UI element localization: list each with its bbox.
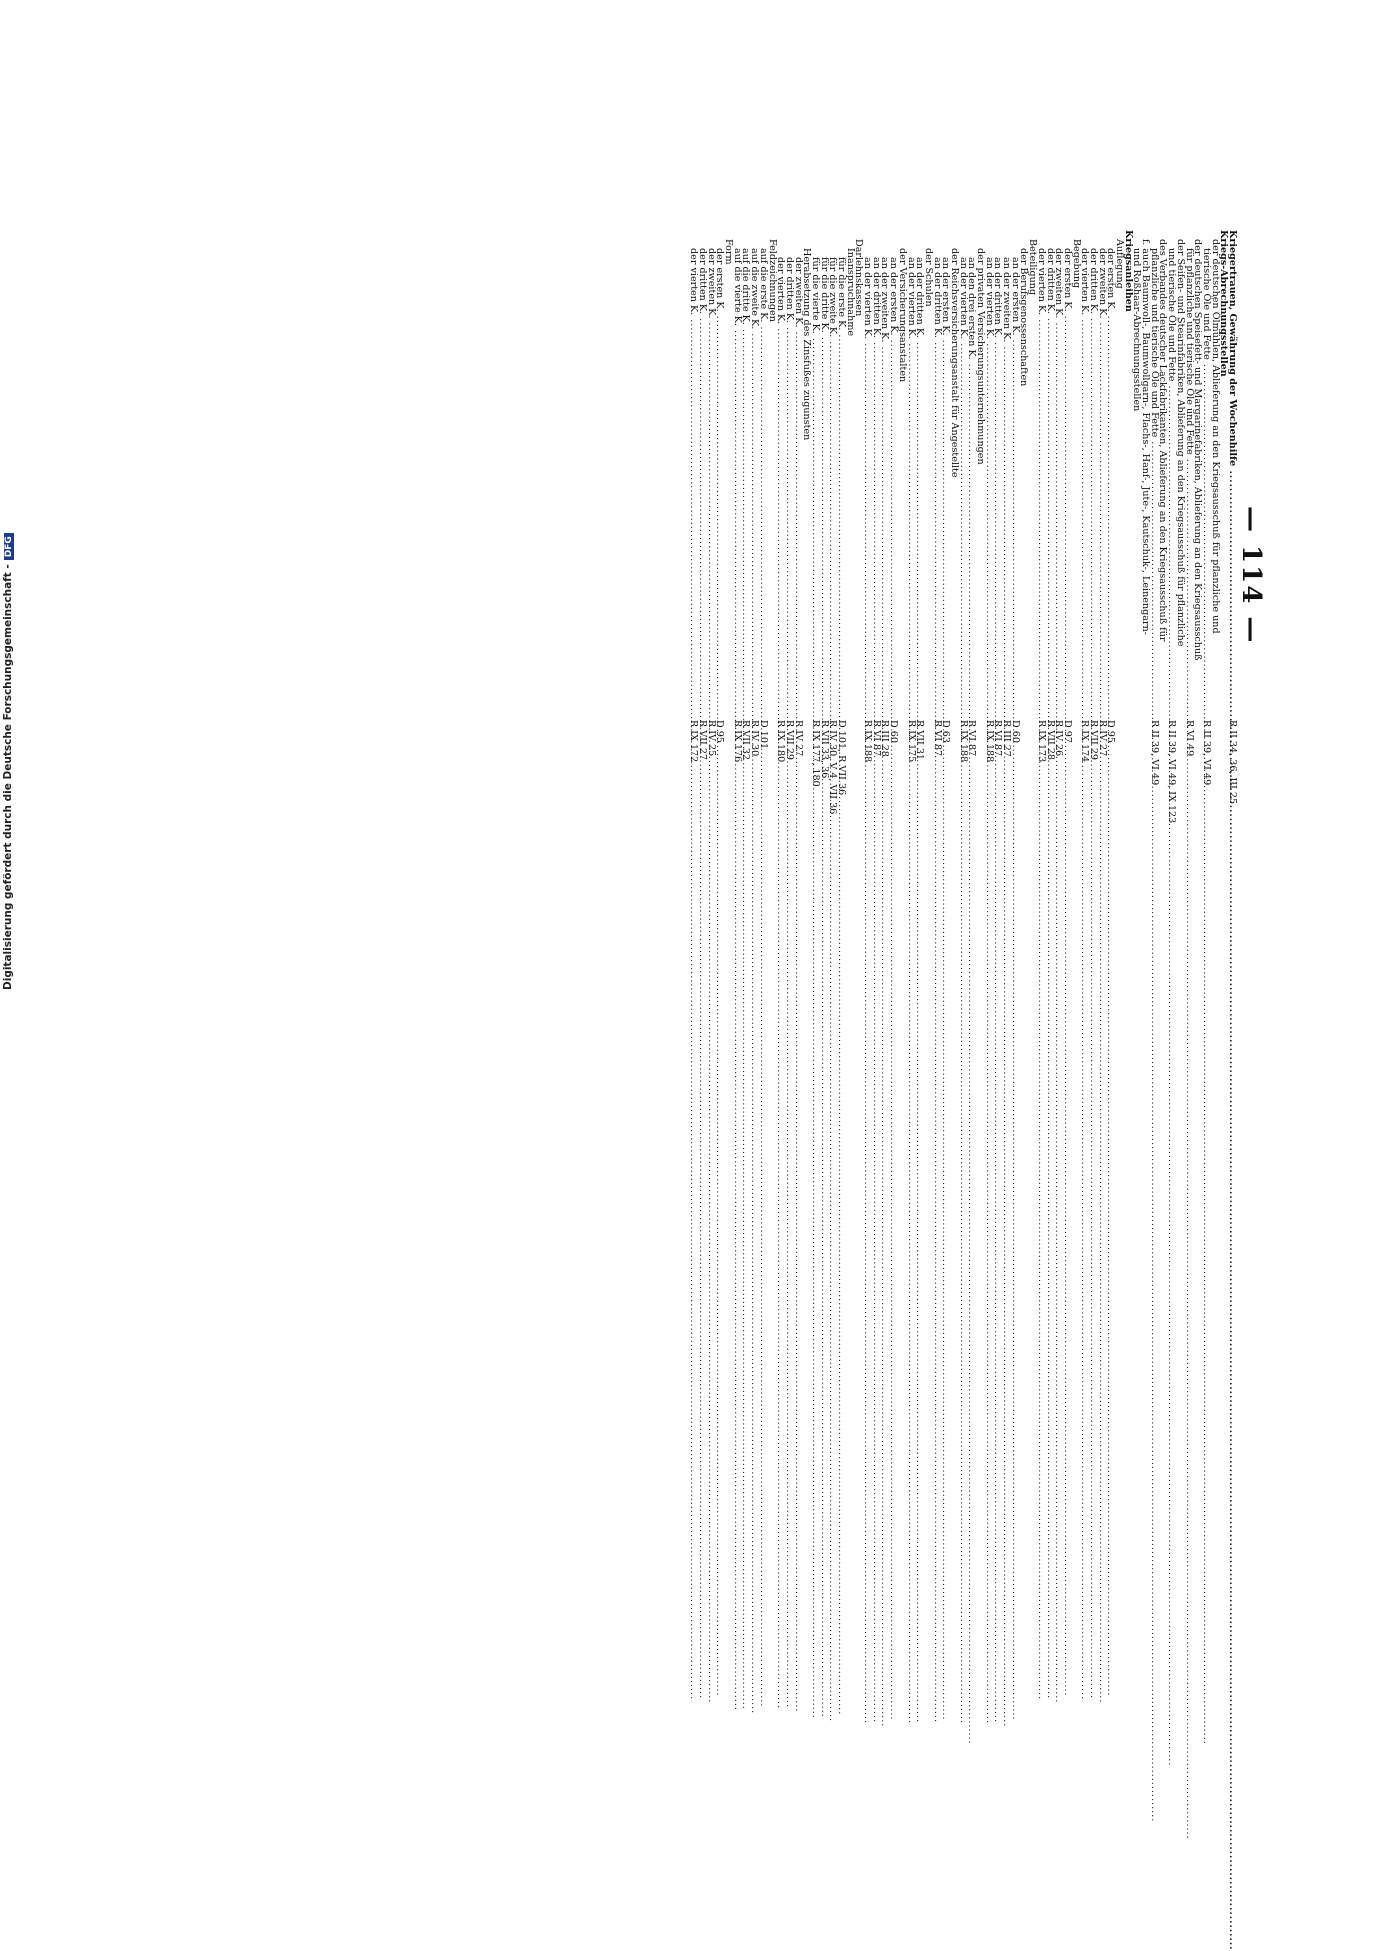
entry-label: auf die vierte K. ..... — [732, 230, 741, 716]
entry-reference: R IX 188 — [862, 720, 874, 763]
entry-reference: R VI 87 — [992, 720, 1004, 757]
entry-reference: R VII 32 — [740, 720, 752, 761]
entry-label: der ersten K. ..... — [1106, 230, 1115, 716]
entry-label: der Reichsversicherungsanstalt für Angestellte — [949, 248, 960, 478]
entry-label: der vierten K. ..... — [1036, 230, 1045, 716]
entry-label: Herabsetzung des Zinsfußes zugunsten — [801, 248, 813, 441]
entry-label: an der vierten K. ..... — [862, 230, 871, 716]
entry-label: f. auch Baumwoll-, Baumwollgarn-, Flachs-, Hanf-, Jute-, Kautschuk-, Leinengarn- — [1140, 239, 1152, 636]
entry-label: an der dritten K. ..... — [993, 230, 1002, 716]
entry-label: der vierten K. ..... — [689, 230, 698, 716]
index-entry — [732, 230, 741, 930]
entry-label: und Roßhaar-Abrechnungsstellen — [1131, 248, 1143, 412]
entry-label: der zweiten K. ..... — [1054, 230, 1063, 716]
entry-label: an der ersten K. ..... — [888, 230, 897, 716]
entry-reference: R VI 87 — [931, 720, 943, 757]
entry-label: der Schulen — [922, 248, 934, 307]
dfg-logo: DFG — [4, 533, 14, 560]
entry-label: der zweiten K. ..... — [793, 230, 802, 716]
entry-label: an der vierten K. ..... — [958, 230, 967, 716]
entry-label: der Versicherungsanstalten — [896, 248, 908, 383]
entry-reference: R VII 29 — [1088, 720, 1099, 761]
footer — [2, 10, 14, 990]
entry-reference: R IX 175 — [905, 720, 917, 763]
entry-reference: R II 39, VI 49, IX 123 — [1166, 720, 1178, 824]
entry-reference: R IX 188 — [957, 720, 969, 763]
entry-reference: R III 27 — [1001, 720, 1013, 757]
entry-label: der dritten K. ..... — [697, 230, 706, 716]
entry-label: der privaten Versicherungsunternehmungen — [975, 248, 987, 465]
entry-label: auf die zweite K. ..... — [749, 230, 758, 716]
entry-label: Kriegsanleihen — [1122, 230, 1134, 312]
entry-reference: D 101, R VII 36 — [836, 720, 848, 796]
entry-label: der zweiten K. ..... — [706, 230, 715, 716]
entry-reference: R IX 188 — [983, 720, 995, 763]
entry-label: der deutschen Speisefett- und Margarinefabriken, Ablieferung an den Kriegsausschuß — [1192, 239, 1204, 661]
entry-label: der dritten K. ..... — [784, 230, 793, 716]
entry-reference: R VII 28 — [1044, 720, 1056, 761]
entry-label: an der zweiten K. ..... — [880, 230, 889, 716]
entry-reference: R VI 87 — [966, 720, 978, 757]
entry-reference: R IV 25 — [705, 720, 717, 757]
entry-reference: R IV 26 — [1053, 720, 1065, 757]
entry-label: der ersten K. ..... — [715, 230, 724, 716]
entry-label: an der zweiten K. ..... — [1001, 230, 1010, 716]
entry-label: Auflegung — [1114, 239, 1126, 289]
entry-label: auf die dritte K. ..... — [741, 230, 750, 716]
page-number: — 114 — — [1236, 506, 1266, 645]
entry-label: des Verbandes deutscher Lackfabrikanten, Ablieferung an den Kriegsausschuß für — [1157, 239, 1169, 642]
index-entry — [689, 230, 698, 930]
entry-label: Beteiligung — [1027, 239, 1039, 296]
entry-label: der vierten K. ..... — [776, 230, 785, 716]
entry-label: Inanspruchnahme — [844, 248, 856, 337]
entry-reference: D 97 — [1061, 720, 1073, 743]
entry-label: für pflanzliche und tierische Öle und Fette ..... — [1184, 230, 1193, 716]
entry-label: der Seifen- und Stearinfabriken, Ablieferung an den Kriegsausschuß für pflanzliche — [1174, 239, 1186, 647]
entry-reference: D 63 — [940, 720, 952, 743]
entry-label: für die dritte K. ..... — [819, 230, 828, 716]
index-entry — [776, 230, 785, 930]
index-entry — [1132, 230, 1141, 930]
entry-reference: R IV 30, V 4, VII 36 — [827, 720, 839, 815]
entry-label: an den drei ersten K. ..... — [967, 230, 976, 716]
entry-label: auf die erste K. ..... — [758, 230, 767, 716]
entry-reference: R IV 27 — [792, 720, 804, 757]
entry-label: der dritten K. ..... — [1088, 230, 1097, 716]
entry-reference: R VII 33, 36 — [818, 720, 830, 779]
entry-label: an der dritten K. ..... — [871, 230, 880, 716]
entry-reference: R VI 87 — [870, 720, 882, 757]
entry-label: für die erste K. ..... — [836, 230, 845, 716]
entry-reference: R IX 176 — [731, 720, 743, 763]
entry-label: Kriegertrauen, Gewährung der Wochenhilfe ..... — [1227, 230, 1236, 716]
entry-label: der deutschen Ölmühlen, Ablieferung an den Kriegsausschuß für pflanzliche und — [1209, 239, 1221, 634]
entry-reference: D 60 — [888, 720, 900, 743]
entry-label: Kriegs-Abrechnungsstellen — [1218, 230, 1230, 377]
entry-label: der Berufsgenossenschaften — [1018, 248, 1030, 387]
entry-reference: R IX 180 — [775, 720, 787, 763]
entry-label: der vierten K. ..... — [1080, 230, 1089, 716]
entry-reference: D 101 — [757, 720, 769, 750]
index-entries — [689, 230, 1236, 930]
entry-label: an der vierten K. ..... — [906, 230, 915, 716]
entry-label: an der dritten K. ..... — [932, 230, 941, 716]
entry-reference: R IX 177, 180 — [810, 720, 821, 787]
entry-label: der ersten K. ..... — [1062, 230, 1071, 716]
entry-label: und tierische Öle und Fette ..... — [1166, 230, 1175, 716]
entry-reference: R IX 174 — [1079, 720, 1091, 763]
entry-label: an der dritten K. ..... — [915, 230, 924, 716]
entry-label: tierische Öle und Fette ..... — [1201, 230, 1210, 716]
rotated-document — [136, 230, 1266, 930]
entry-reference: R VII 31 — [914, 720, 926, 761]
entry-reference: D 95 — [714, 720, 726, 743]
index-entry — [1123, 230, 1132, 930]
entry-reference: R IV 30 — [749, 720, 761, 757]
entry-label: an der vierten K. ..... — [984, 230, 993, 716]
entry-label: an der ersten K. ..... — [941, 230, 950, 716]
entry-reference: D 60 — [1009, 720, 1021, 743]
entry-reference: R II 39, VI 49 — [1148, 720, 1160, 786]
index-entry — [1080, 230, 1089, 930]
entry-reference: R VII 27 — [697, 720, 709, 761]
footer-text: Digitalisierung gefördert durch die Deutsche Forschungsgemeinschaft - — [2, 564, 14, 990]
entry-label: Feldzeichnungen — [766, 239, 778, 322]
entry-reference: R II 39, VI 49 — [1200, 720, 1212, 786]
index-entry — [862, 230, 874, 930]
entry-label: der dritten K. ..... — [1045, 230, 1054, 716]
entry-label: an der ersten K. ..... — [1010, 230, 1019, 716]
entry-reference: R IX 172 — [688, 720, 700, 763]
entry-reference: R VII 29 — [783, 720, 795, 761]
entry-label: der zweiten K. ..... — [1097, 230, 1106, 716]
entry-label: für die vierte K. ..... — [810, 230, 819, 716]
entry-reference: D 95 — [1105, 720, 1117, 743]
entry-label: für die zweite K. ..... — [828, 230, 837, 716]
entry-label: pflanzliche und tierische Öle und Fette ..... — [1149, 230, 1158, 716]
entry-reference: R IX 173 — [1035, 720, 1047, 763]
entry-label: Darlehnskassen — [853, 239, 865, 317]
entry-label: Form — [723, 239, 735, 265]
entry-reference: R VI 49 — [1183, 720, 1195, 757]
entry-reference: R III 28 — [879, 720, 891, 757]
index-entry — [1036, 230, 1045, 930]
entry-reference: R IV 27 — [1096, 720, 1108, 757]
index-entry — [932, 230, 941, 930]
entry-label: Begebung — [1070, 239, 1082, 289]
entry-reference: R II 34, 36, III 25 — [1227, 720, 1238, 805]
